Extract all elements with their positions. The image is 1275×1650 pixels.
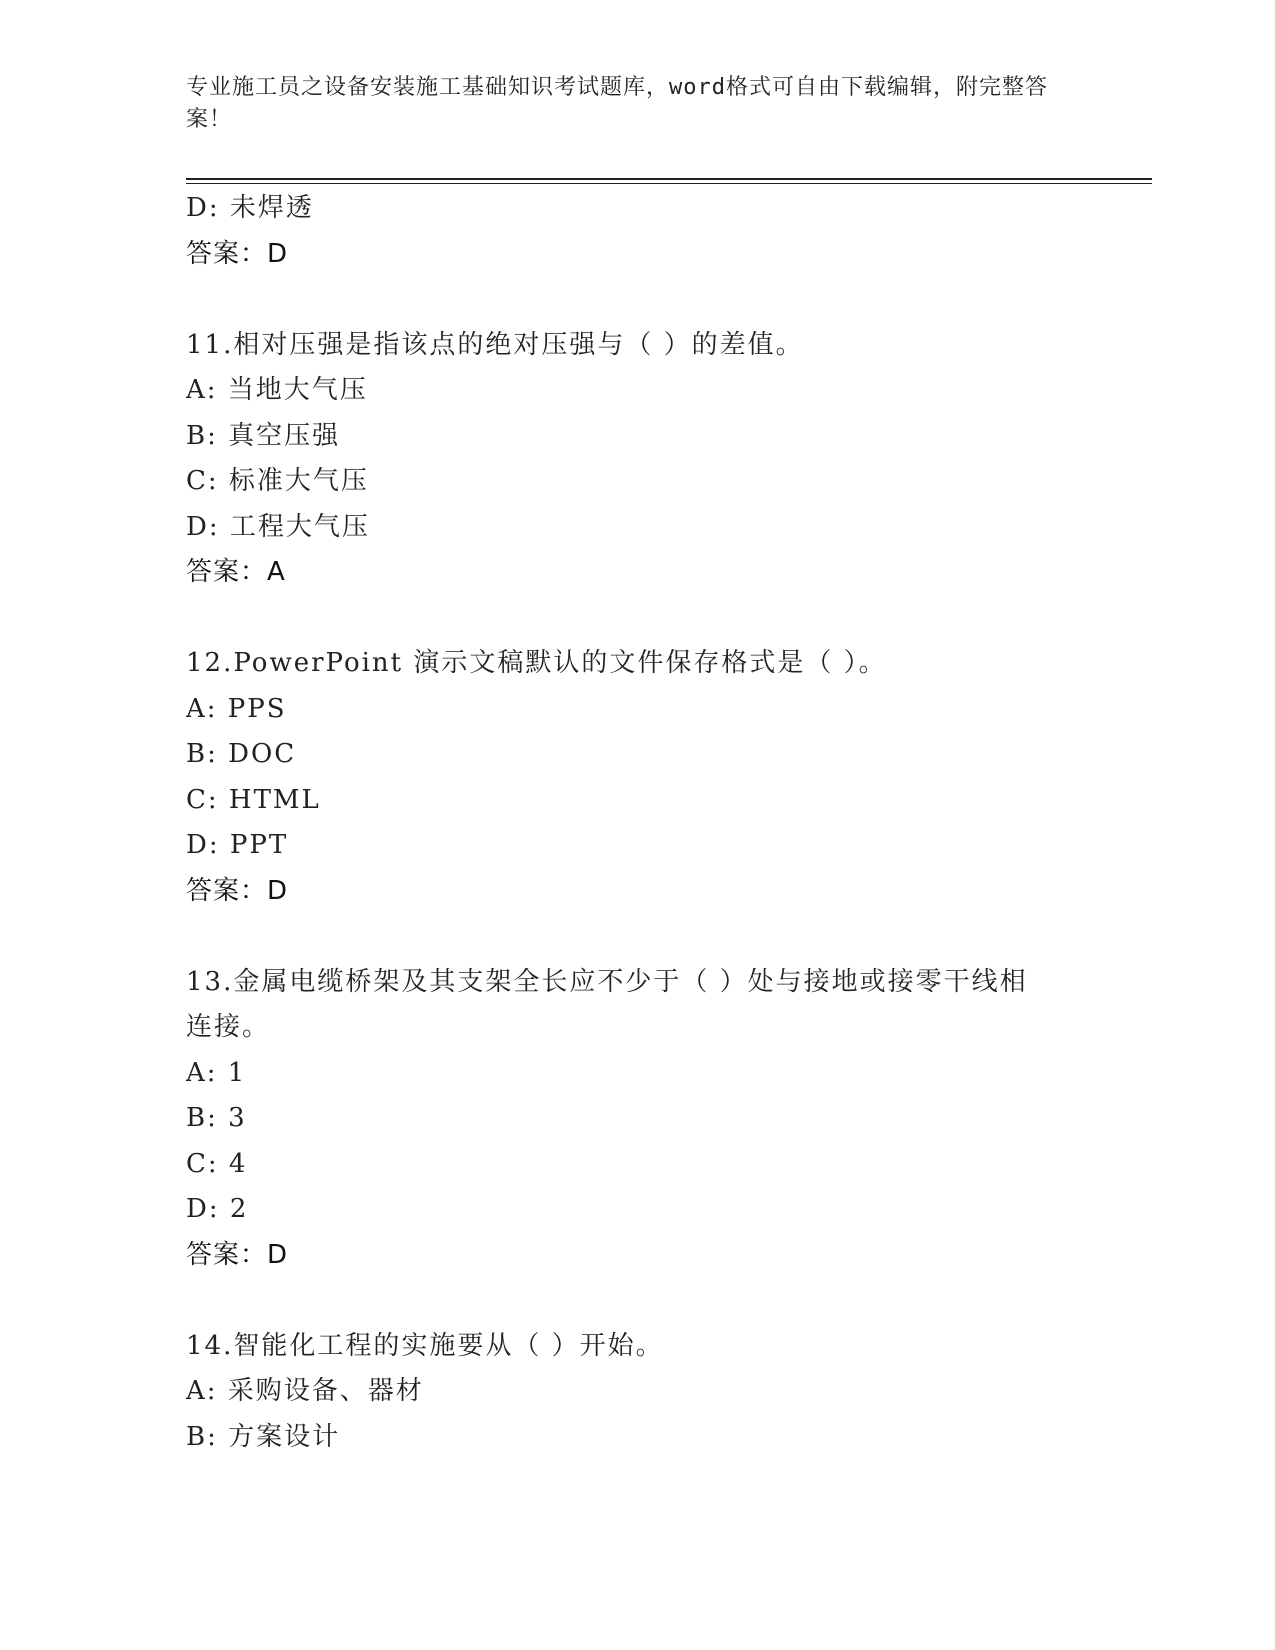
header-divider-thin: [186, 183, 1152, 184]
question-stem-line-2: 连接。: [186, 1012, 271, 1042]
question-stem: 14.智能化工程的实施要从（ ）开始。: [186, 1330, 664, 1361]
header-divider-thick: [186, 178, 1152, 180]
option-a: A: 1: [186, 1057, 247, 1088]
option-b: B: 真空压强: [186, 420, 341, 451]
question-stem-line-1: 13.金属电缆桥架及其支架全长应不少于（ ）处与接地或接零干线相: [186, 966, 1028, 997]
spacer: [186, 1278, 1086, 1324]
answer-line: 答案：D: [186, 238, 289, 269]
answer-line: 答案：A: [186, 557, 286, 587]
spacer: [186, 277, 1086, 323]
option-d: D: 2: [186, 1194, 249, 1224]
option-d: D: PPT: [186, 830, 289, 860]
question-stem: 12.PowerPoint 演示文稿默认的文件保存格式是（ ）。: [186, 648, 887, 678]
question-14: [186, 1324, 1086, 1461]
question-13: [186, 960, 1086, 1279]
option-b: B: DOC: [186, 739, 297, 769]
question-stem: 11.相对压强是指该点的绝对压强与（ ）的差值。: [186, 329, 804, 360]
option-a: A: 当地大气压: [186, 375, 368, 405]
option-c: C: 标准大气压: [186, 466, 369, 496]
question-12: [186, 641, 1086, 914]
option-d: D: 工程大气压: [186, 511, 370, 542]
spacer: [186, 596, 1086, 642]
spacer: [186, 914, 1086, 960]
option-d: D: 未焊透: [186, 193, 314, 223]
option-c: C: HTML: [186, 784, 321, 815]
question-list: [186, 186, 1086, 1460]
option-c: C: 4: [186, 1148, 248, 1179]
option-a: A: 采购设备、器材: [186, 1376, 424, 1406]
answer-line: 答案：D: [186, 1239, 289, 1270]
option-a: A: PPS: [186, 693, 287, 724]
answer-line: 答案：D: [186, 875, 289, 906]
question-11: [186, 323, 1086, 596]
option-b: B: 方案设计: [186, 1421, 341, 1452]
option-b: B: 3: [186, 1103, 247, 1133]
document-header-title: 专业施工员之设备安装施工基础知识考试题库，word格式可自由下载编辑，附完整答案！: [186, 75, 1048, 132]
